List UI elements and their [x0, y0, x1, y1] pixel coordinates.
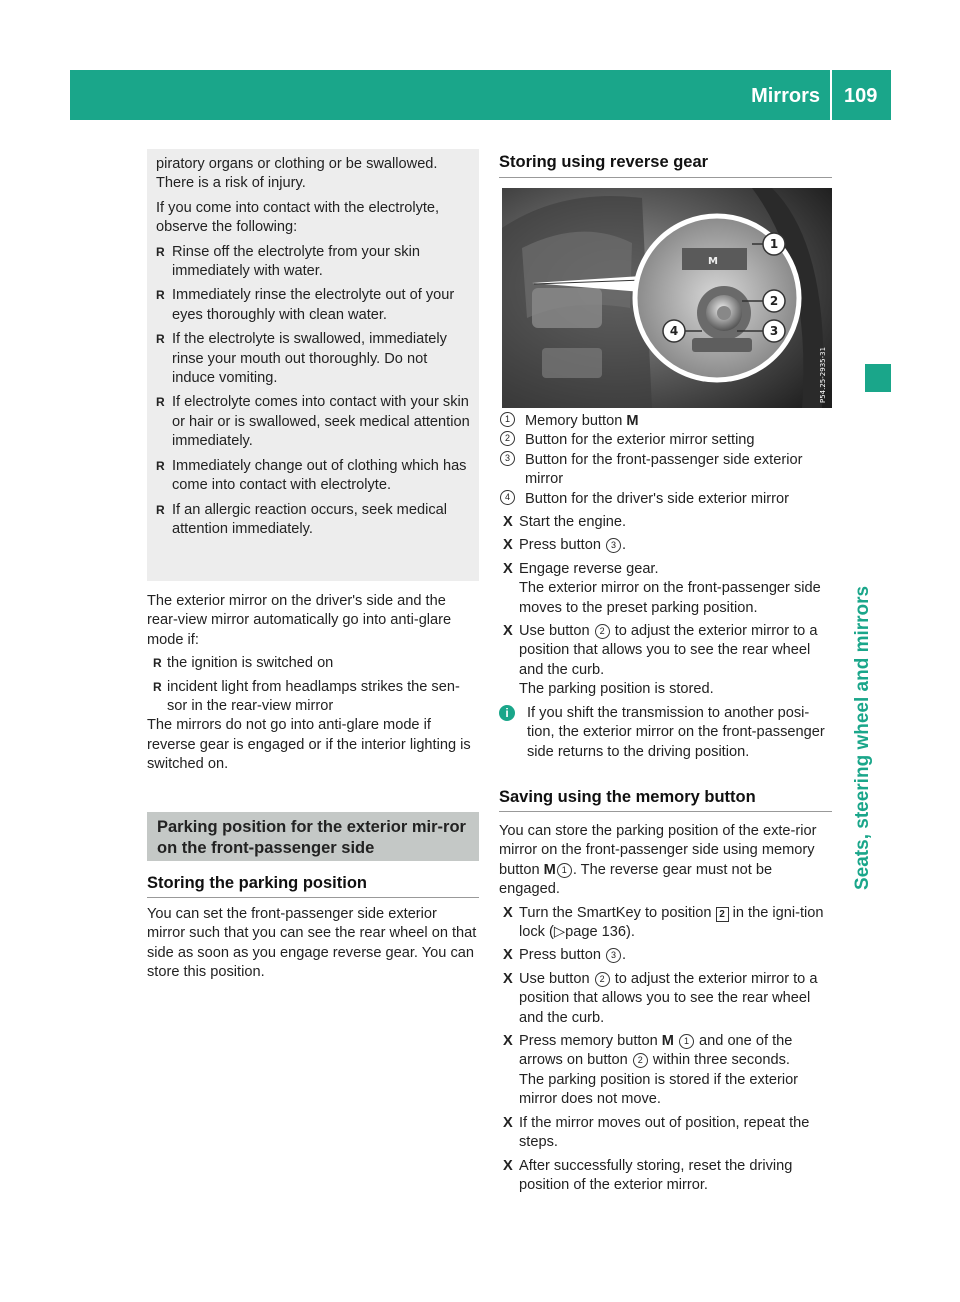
arrow-icon: X	[503, 970, 513, 987]
memory-intro	[499, 822, 835, 900]
arrow-icon: X	[503, 537, 513, 554]
section-heading: Parking position for the exterior mir-ror on the front-passenger side	[147, 812, 479, 861]
arrow-icon: X	[503, 623, 513, 640]
list-item-text: incident light from headlamps strikes the sen-sor in the rear-view mirror	[167, 678, 460, 715]
arrow-icon: X	[503, 904, 513, 921]
list-item-text: Immediately rinse the electrolyte out of your eyes thoroughly with clean water.	[172, 287, 455, 323]
step-item	[499, 970, 835, 1028]
callout-number: 3	[606, 948, 621, 963]
list-item	[156, 457, 471, 496]
bullet-icon: R	[156, 288, 165, 303]
step-text: If the mirror moves out of position, repeat the steps.	[519, 1114, 810, 1151]
list-item	[156, 243, 471, 282]
list-item	[156, 501, 471, 540]
callout-number: 2	[595, 624, 610, 639]
callout-number: 4	[500, 490, 515, 505]
callout-2: 2	[769, 294, 779, 308]
heading-rule	[499, 177, 832, 178]
page-number: 109	[844, 85, 878, 107]
antiglare-section	[147, 592, 479, 775]
subheading: Saving using the memory button	[499, 788, 756, 806]
svg-text:M: M	[708, 256, 718, 267]
memory-instructions	[499, 822, 835, 1195]
step-item	[499, 1032, 835, 1110]
subheading: Storing using reverse gear	[499, 153, 709, 171]
callout-number: 1	[557, 863, 572, 878]
chapter-tab-marker	[865, 364, 891, 392]
callout-number: 1	[679, 1034, 694, 1049]
antiglare-outro: The mirrors do not go into anti-glare mode if reverse gear is engaged or if the interior lighting is switched on.	[147, 717, 471, 773]
list-item-text: the ignition is switched on	[167, 655, 334, 672]
bullet-icon: R	[156, 458, 165, 473]
legend-text: Button for the driver's side exterior mirror	[525, 490, 789, 507]
legend-item	[499, 490, 835, 509]
callout-1: 1	[769, 237, 779, 251]
legend-text: Button for the exterior mirror setting	[525, 432, 755, 449]
step-result: The parking position is stored if the exterior mirror does not move.	[519, 1071, 799, 1108]
step-item	[499, 946, 835, 965]
step-result: The exterior mirror on the front-passenger side moves to the preset parking position.	[519, 580, 821, 616]
list-item-text: If the electrolyte is swallowed, immediately rinse your mouth out thoroughly. Do not induce vomiting.	[172, 331, 447, 387]
info-icon: i	[499, 705, 515, 721]
heading-rule	[499, 811, 832, 812]
step-text: to adjust the exterior mirror to a position that allows you to see the rear wheel and the curb.	[519, 970, 818, 1026]
intro-text: . The reverse gear must not be engaged.	[499, 861, 773, 898]
storing-text: You can set the front-passenger side exterior mirror such that you can see the rear wheel on that side as soon as you engage reverse gear. You can store this position.	[147, 906, 477, 981]
legend-item	[499, 451, 835, 490]
heading-rule	[147, 897, 479, 898]
key-position-icon: 2	[716, 907, 729, 922]
list-item	[156, 393, 471, 451]
bullet-icon: R	[153, 679, 162, 694]
reference-arrow-icon: ▷	[553, 924, 566, 941]
step-text: Engage reverse gear.	[519, 560, 659, 577]
callout-number: 3	[500, 451, 515, 466]
step-item	[499, 1114, 835, 1153]
list-item-text: If an allergic reaction occurs, seek medical attention immediately.	[172, 501, 447, 537]
step-item	[499, 1157, 835, 1196]
bullet-icon: R	[156, 244, 165, 259]
warning-box	[147, 149, 479, 581]
callout-4: 4	[669, 324, 679, 338]
step-item	[499, 622, 835, 700]
legend-text: Memory button	[525, 413, 623, 429]
step-text: Press memory button	[519, 1033, 662, 1050]
step-text: .	[622, 537, 627, 554]
legend-bold: M	[626, 413, 639, 429]
list-item	[156, 330, 471, 388]
bullet-icon: R	[156, 502, 165, 517]
header-divider	[830, 70, 832, 120]
list-item	[156, 286, 471, 325]
warning-line: There is a risk of injury.	[156, 175, 306, 192]
memory-key: M	[543, 861, 556, 878]
bullet-icon: R	[156, 332, 165, 347]
arrow-icon: X	[503, 947, 513, 964]
callout-number: 2	[595, 972, 610, 987]
list-item	[147, 678, 479, 717]
warning-line: piratory organs or clothing or be swallowed.	[156, 156, 438, 172]
step-result: The parking position is stored.	[519, 681, 714, 698]
chapter-tab-label: Seats, steering wheel and mirrors	[852, 585, 873, 890]
step-text: Start the engine.	[519, 514, 627, 531]
step-text: Press button	[519, 947, 605, 964]
step-text: within three seconds.	[648, 1052, 790, 1069]
callout-number: 1	[500, 412, 515, 427]
reverse-gear-instructions	[499, 412, 835, 762]
warning-intro: If you come into contact with the electrolyte, observe the following:	[156, 199, 440, 236]
step-text: .	[622, 947, 627, 964]
callout-3: 3	[769, 324, 779, 338]
list-item	[147, 654, 479, 673]
arrow-icon: X	[503, 1157, 513, 1174]
callout-number: 3	[606, 538, 621, 553]
mirror-controls-photo	[502, 188, 832, 408]
bullet-icon: R	[153, 656, 162, 671]
callout-number: 2	[633, 1053, 648, 1068]
photo-code: P54.25-2935-31	[819, 346, 827, 403]
step-item	[499, 904, 835, 943]
arrow-icon: X	[503, 1033, 513, 1050]
step-text: ).	[625, 924, 635, 941]
door-panel-illustration	[502, 188, 832, 408]
step-text: Use button	[519, 623, 594, 640]
info-note	[499, 704, 835, 762]
info-text: If you shift the transmission to another posi-tion, the exterior mirror on the front-passenger side returns to the driving position.	[527, 704, 825, 760]
page-reference-link[interactable]: page 136	[565, 924, 626, 941]
step-text: to adjust the exterior mirror to a position that allows you to see the rear wheel and the curb.	[519, 623, 818, 678]
list-item-text: Immediately change out of clothing which has come into contact with electrolyte.	[172, 457, 467, 494]
bullet-icon: R	[156, 395, 165, 410]
step-item	[499, 536, 835, 555]
memory-key: M	[661, 1033, 674, 1050]
intro-text: You can store the parking position of the exte-rior mirror on the front-passenger side using memory button	[499, 823, 817, 878]
step-text: Press button	[519, 537, 605, 554]
subheading: Storing the parking position	[147, 874, 367, 892]
arrow-icon: X	[503, 560, 513, 577]
legend-text: Button for the front-passenger side exterior mirror	[525, 451, 803, 488]
legend-item	[499, 412, 835, 431]
step-item	[499, 560, 835, 618]
arrow-icon: X	[503, 1114, 513, 1131]
callout-number: 2	[500, 431, 515, 446]
step-text: in the igni-tion lock (	[519, 904, 824, 941]
step-text: Use button	[519, 970, 594, 987]
list-item-text: If electrolyte comes into contact with your skin or hair or is swallowed, seek medical attention immediately.	[172, 394, 470, 450]
antiglare-intro: The exterior mirror on the driver's side and the rear-view mirror automatically go into anti-glare mode if:	[147, 593, 452, 648]
step-item	[499, 513, 835, 532]
step-text: and one of the arrows on button	[519, 1033, 793, 1069]
list-item-text: Rinse off the electrolyte from your skin immediately with water.	[172, 243, 420, 280]
arrow-icon: X	[503, 514, 513, 531]
step-text: After successfully storing, reset the driving position of the exterior mirror.	[519, 1157, 793, 1193]
legend-item	[499, 431, 835, 450]
page-title: Mirrors	[751, 85, 820, 107]
step-text: Turn the SmartKey to position	[519, 904, 716, 921]
